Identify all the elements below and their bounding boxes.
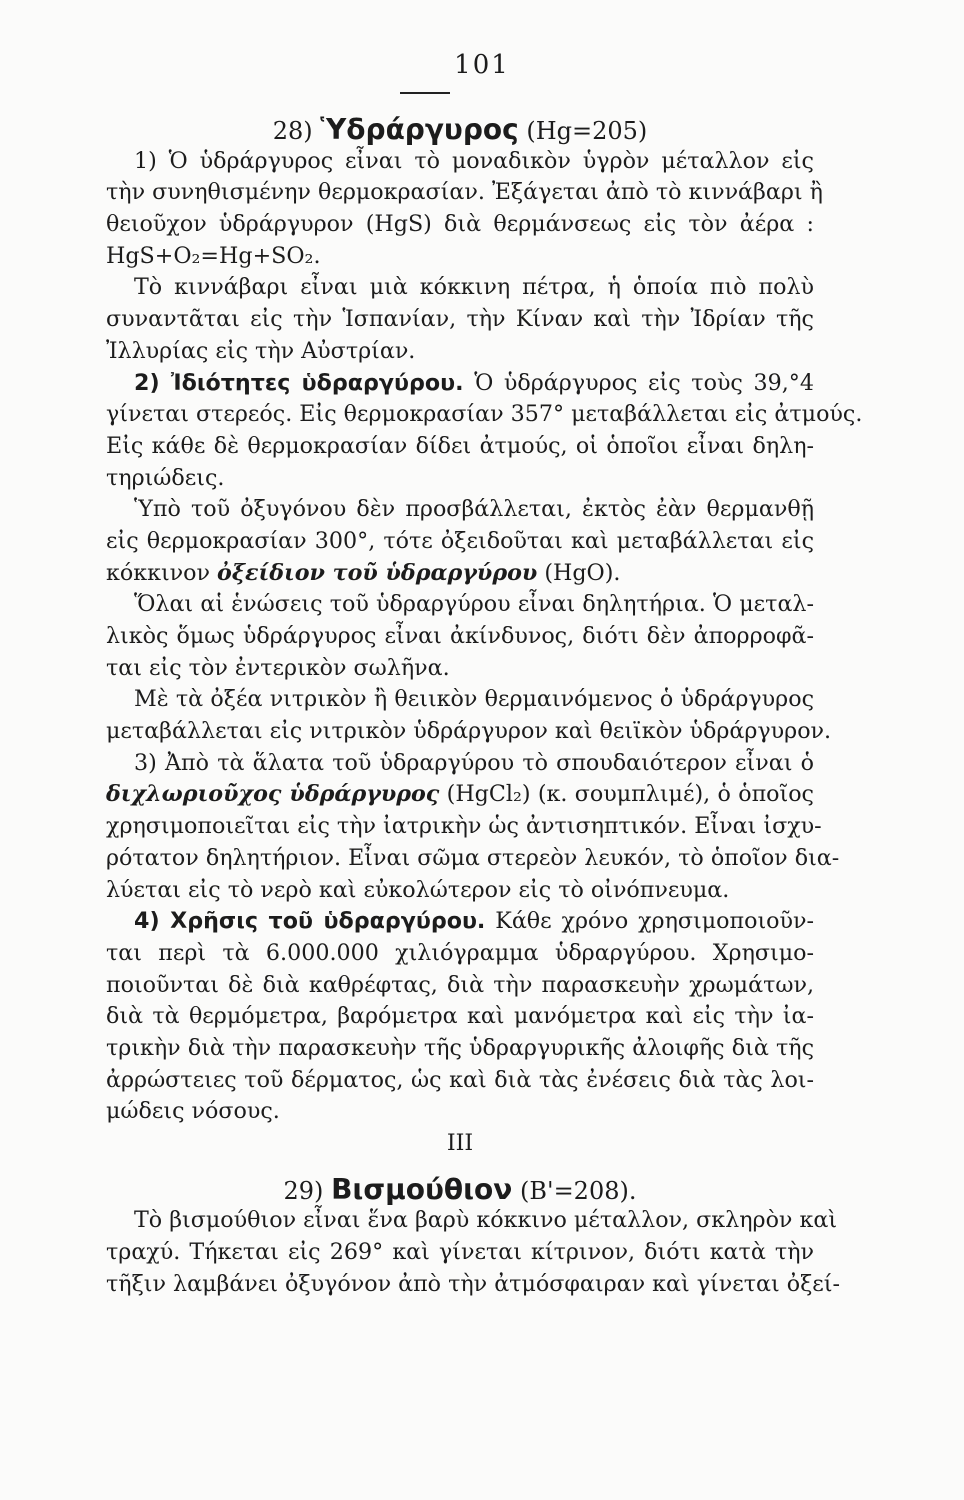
text-line: ται περὶ τὰ 6.000.000 χιλιόγραμμα ὑδραργύρου. Χρησιμο- xyxy=(106,939,814,966)
text-span: (HgCl₂) (κ. σουμπλιμέ), ὁ ὁποῖος xyxy=(439,781,814,808)
text-span: Κάθε χρόνο χρησιμοποιοῦν- xyxy=(485,908,814,935)
text-line: 1) Ὁ ὑδράργυρος εἶναι τὸ μοναδικὸν ὑγρὸν μέταλλον εἰς xyxy=(134,147,814,174)
text-span: κόκκινον xyxy=(106,559,218,586)
text-span: Ὁ ὑδράργυρος εἰς τοὺς 39,°4 xyxy=(463,369,814,396)
text-line: μώδεις νόσους. xyxy=(106,1098,280,1125)
text-line: τραχύ. Τήκεται εἰς 269° καὶ γίνεται κίτρινον, διότι κατὰ τὴν xyxy=(106,1239,814,1266)
section-title: Βισμούθιον xyxy=(331,1172,513,1206)
text-line: τρικὴν διὰ τὴν παρασκευὴν τῆς ὑδραργυρικῆς ἀλοιφῆς διὰ τῆς xyxy=(106,1034,814,1061)
text-line: Μὲ τὰ ὀξέα νιτρικὸν ἢ θειικὸν θερμαινόμενος ὁ ὑδράργυρος xyxy=(134,686,814,713)
emphasis-term: διχλωριοῦχος ὑδράργυρος xyxy=(106,781,440,808)
text-line xyxy=(106,558,814,590)
text-line: Τὸ κιννάβαρι εἶναι μιὰ κόκκινη πέτρα, ἡ ὁποία πιὸ πολὺ xyxy=(134,274,814,301)
text-line: διὰ τὰ θερμόμετρα, βαρόμετρα καὶ μανόμετρα καὶ εἰς τὴν ἰα- xyxy=(106,1003,814,1030)
text-line: HgS+O₂=Hg+SO₂. xyxy=(106,242,321,269)
text-line xyxy=(106,906,814,938)
text-line: ἀρρώστειες τοῦ δέρματος, ὡς καὶ διὰ τὰς ἐνέσεις διὰ τὰς λοι- xyxy=(106,1066,814,1093)
section-number: 29) xyxy=(283,1176,324,1205)
text-line: τῆξιν λαμβάνει ὀξυγόνον ἀπὸ τὴν ἀτμόσφαιραν καὶ γίνεται ὀξεί- xyxy=(106,1270,840,1297)
text-line xyxy=(106,368,814,400)
page-body xyxy=(106,113,863,1300)
text-line: τὴν συνηθισμένην θερμοκρασίαν. Ἐξάγεται ἀπὸ τὸ κιννάβαρι ἢ xyxy=(106,179,823,206)
text-line xyxy=(106,779,814,811)
subheading-uses: 4) Χρῆσις τοῦ ὑδραργύρου. xyxy=(134,908,486,935)
emphasis-term: ὀξείδιον τοῦ ὑδραργύρου xyxy=(217,559,538,586)
text-span: (HgO). xyxy=(537,559,621,586)
text-line: λύεται εἰς τὸ νερὸ καὶ εὐκολώτερον εἰς τὸ οἰνόπνευμα. xyxy=(106,876,730,903)
text-line: ρότατον δηλητήριον. Εἶναι σῶμα στερεὸν λευκόν, τὸ ὁποῖον δια- xyxy=(106,844,840,871)
text-line: ται εἰς τὸν ἐντερικὸν σωλῆνα. xyxy=(106,654,450,681)
text-line: γίνεται στερεός. Εἰς θερμοκρασίαν 357° μεταβάλλεται εἰς ἀτμούς. xyxy=(106,401,863,428)
text-line: ποιοῦνται δὲ διὰ καθρέφτας, διὰ τὴν παρασκευὴν χρωμάτων, xyxy=(106,971,814,998)
subheading-properties: 2) Ἰδιότητες ὑδραργύρου. xyxy=(134,369,464,396)
text-line: τηριώδεις. xyxy=(106,464,225,491)
text-line: εἰς θερμοκρασίαν 300°, τότε ὀξειδοῦται καὶ μεταβάλλεται εἰς xyxy=(106,527,814,554)
text-line: Ὅλαι αἱ ἑνώσεις τοῦ ὑδραργύρου εἶναι δηλητήρια. Ὁ μεταλ- xyxy=(134,591,814,618)
text-line: Εἰς κάθε δὲ θερμοκρασίαν δίδει ἀτμούς, οἱ ὁποῖοι εἶναι δηλη- xyxy=(106,432,814,459)
text-line: συναντᾶται εἰς τὴν Ἱσπανίαν, τὴν Κίναν καὶ τὴν Ἰδρίαν τῆς xyxy=(106,306,814,333)
section-formula: (B'=208). xyxy=(519,1176,637,1205)
text-line: χρησιμοποιεῖται εἰς τὴν ἰατρικὴν ὡς ἀντισηπτικόν. Εἶναι ἰσχυ- xyxy=(106,813,822,840)
section-number: 28) xyxy=(272,117,313,145)
page-number-rule xyxy=(400,92,450,94)
text-line: Ὑπὸ τοῦ ὀξυγόνου δὲν προσβάλλεται, ἐκτὸς ἐὰν θερμανθῇ xyxy=(134,496,814,523)
section-separator: III xyxy=(446,1130,474,1156)
page-number: 101 xyxy=(454,50,510,80)
text-line: Ἰλλυρίας εἰς τὴν Αὐστρίαν. xyxy=(106,337,416,364)
section-heading-bismuth xyxy=(106,1174,814,1206)
text-line: λικὸς ὅμως ὑδράργυρος εἶναι ἀκίνδυνος, διότι δὲν ἀπορροφᾶ- xyxy=(106,623,814,649)
text-line: Τὸ βισμούθιον εἶναι ἕνα βαρὺ κόκκινο μέταλλον, σκληρὸν καὶ xyxy=(134,1207,838,1234)
section-title: Ὑδράργυρος xyxy=(320,113,519,146)
text-line: 3) Ἀπὸ τὰ ἅλατα τοῦ ὑδραργύρου τὸ σπουδαιότερον εἶναι ὁ xyxy=(134,749,814,776)
text-line: μεταβάλλεται εἰς νιτρικὸν ὑδράργυρον καὶ θειϊκὸν ὑδράργυρον. xyxy=(106,718,832,745)
section-formula: (Hg=205) xyxy=(526,117,648,145)
text-line: θειοῦχον ὑδράργυρον (HgS) διὰ θερμάνσεως εἰς τὸν ἀέρα : xyxy=(106,211,814,238)
section-heading-mercury xyxy=(106,114,814,146)
